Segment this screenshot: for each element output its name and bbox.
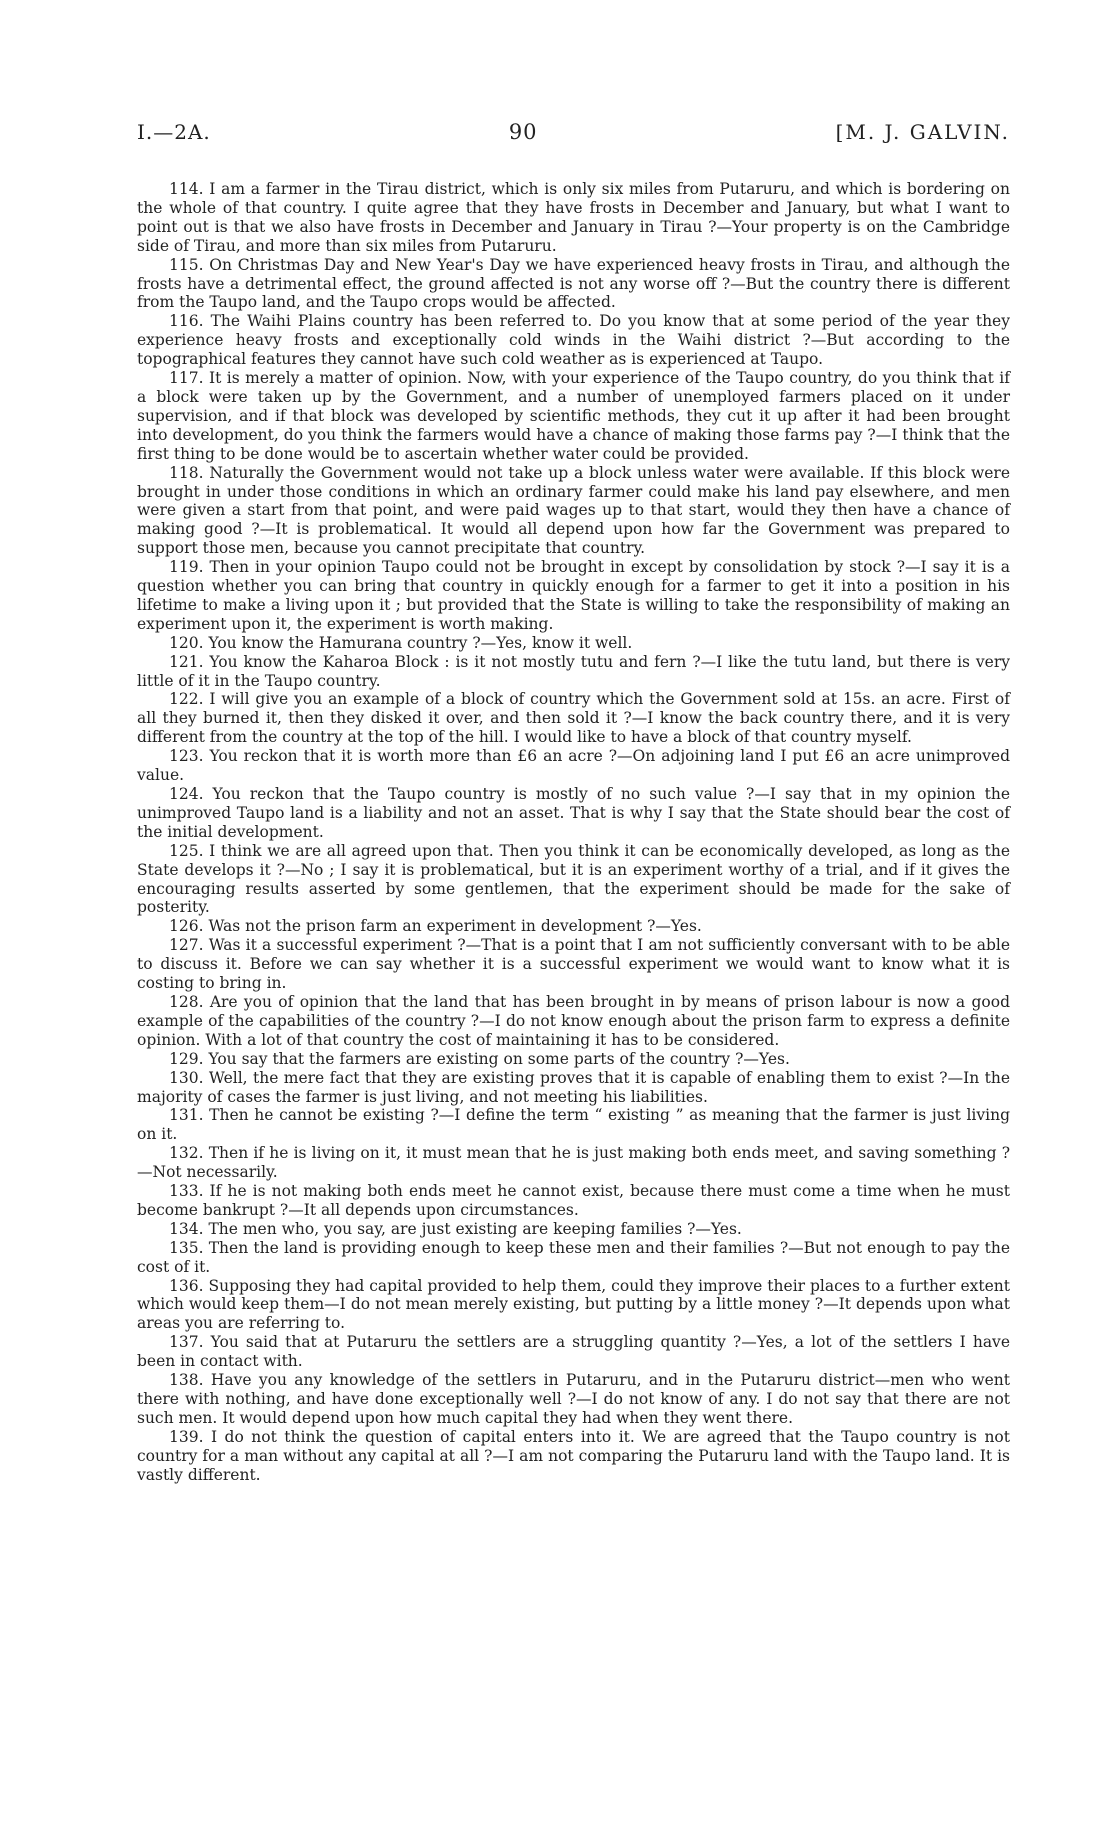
paragraph-121: 121. You know the Kaharoa Block : is it not mostly tutu and fern ?—I like the tutu land, but there is very little of it in the Taupo country. — [137, 652, 1010, 690]
paragraph-124: 124. You reckon that the Taupo country is mostly of no such value ?—I say that in my opinion the unimproved Taupo land is a liability and not an asset. That is why I say that the State should bear the cost of the initial development. — [137, 785, 1010, 841]
evidence-text — [137, 180, 1010, 1485]
paragraph-122: 122. I will give you an example of a block of country which the Government sold at 15s. an acre. First of all they burned it, then they disked it over, and then sold it ?—I know the back country there, and it is very different from the country at the top of the hill. I would like to have a block of that country myself. — [137, 690, 1010, 747]
paragraph-134: 134. The men who, you say, are just existing are keeping families ?—Yes. — [169, 1219, 742, 1238]
document-page — [137, 120, 1010, 1485]
paragraph-116: 116. The Waihi Plains country has been referred to. Do you know that at some period of the year they experience heavy frosts and exceptionally cold winds in the Waihi district ?—But according to the topographical features they cannot have such cold weather as is experienced at Taupo. — [137, 312, 1010, 369]
paragraph-117: 117. It is merely a matter of opinion. Now, with your experience of the Taupo country, do you think that if a block were taken up by the Government, and a number of unemployed farmers placed on it under supervision, and if that block was developed by scientific methods, they cut it up after it had been brought into development, do you think the farmers would have a chance of making those farms pay ?—I think that the first thing to be done would be to ascertain whether water could be provided. — [137, 369, 1010, 463]
paragraph-137: 137. You said that at Putaruru the settlers are a struggling quantity ?—Yes, a lot of the settlers I have been in contact with. — [137, 1333, 1010, 1371]
paragraph-120: 120. You know the Hamurana country ?—Yes, know it well. — [169, 633, 633, 652]
paragraph-126: 126. Was not the prison farm an experiment in development ?—Yes. — [169, 917, 702, 936]
paragraph-128: 128. Are you of opinion that the land that has been brought in by means of prison labour is now a good example of the capabilities of the country ?—I do not know enough about the prison farm to express a definite opinion. With a lot of that country the cost of maintaining it has to be considered. — [137, 992, 1010, 1049]
paragraph-125: 125. I think we are all agreed upon that. Then you think it can be economically developed, as long as the State develops it ?—No ; I say it is problematical, but it is an experiment worthy of a trial, and if it gives the encouraging results asserted by some gentlemen, that the experiment should be made for the sake of posterity. — [137, 841, 1010, 917]
paragraph-119: 119. Then in your opinion Taupo could not be brought in except by consolidation by stock ?—I say it is a question whether you can bring that country in quickly enough for a farmer to get it into a position in his lifetime to make a living upon it ; but provided that the State is willing to take the responsibility of making an experiment upon it, the experiment is worth making. — [137, 558, 1010, 633]
paragraph-115: 115. On Christmas Day and New Year's Day we have experienced heavy frosts in Tirau, and although the frosts have a detrimental effect, the ground affected is not any worse off ?—But the country there is different from the Taupo land, and the Taupo crops would be affected. — [137, 255, 1010, 312]
paragraph-138: 138. Have you any knowledge of the settlers in Putaruru, and in the Putaruru district—men who went there with nothing, and have done exceptionally well ?—I do not know of any. I do not say that there are not such men. It would depend upon how much capital they had when they went there. — [137, 1371, 1010, 1427]
paragraph-133: 133. If he is not making both ends meet he cannot exist, because there must come a time when he must become bankrupt ?—It all depends upon circumstances. — [137, 1182, 1010, 1219]
witness-name: [M. J. GALVIN. — [835, 120, 1010, 144]
page-header — [137, 120, 1010, 144]
paragraph-127: 127. Was it a successful experiment ?—That is a point that I am not sufficiently conversant with to be able to discuss it. Before we can say whether it is a successful experiment we would want to know what it is costing to bring in. — [137, 936, 1010, 993]
paragraph-114: 114. I am a farmer in the Tirau district, which is only six miles from Putaruru, and which is bordering on the whole of that country. I quite agree that they have frosts in December and January, but what I want to point out is that we also have frosts in December and January in Tirau ?—Your property is on the Cambridge side of Tirau, and more than six miles from Putaruru. — [137, 180, 1010, 255]
paragraph-131: 131. Then he cannot be existing ?—I define the term “ existing ” as meaning that the farmer is just living on it. — [137, 1106, 1010, 1144]
paragraph-129: 129. You say that the farmers are existing on some parts of the country ?—Yes. — [169, 1049, 790, 1068]
paragraph-123: 123. You reckon that it is worth more than £6 an acre ?—On adjoining land I put £6 an acre unimproved value. — [137, 747, 1010, 785]
paragraph-130: 130. Well, the mere fact that they are existing proves that it is capable of enabling them to exist ?—In the majority of cases the farmer is just living, and not meeting his liabilities. — [137, 1068, 1010, 1106]
paragraph-132: 132. Then if he is living on it, it must mean that he is just making both ends meet, and saving something ?—Not necessarily. — [137, 1144, 1010, 1182]
paper-reference: I.—2A. — [137, 120, 211, 144]
paragraph-118: 118. Naturally the Government would not take up a block unless water were available. If this block were brought in under those conditions in which an ordinary farmer could make his land pay elsewhere, and men were given a start from that point, and were paid wages up to that start, would they then have a chance of making good ?—It is problematical. It would all depend upon how far the Government was prepared to support those men, because you cannot precipitate that country. — [137, 463, 1010, 558]
paragraph-135: 135. Then the land is providing enough to keep these men and their families ?—But not enough to pay the cost of it. — [137, 1238, 1010, 1276]
page-number: 90 — [508, 120, 538, 144]
paragraph-139: 139. I do not think the question of capital enters into it. We are agreed that the Taupo country is not country for a man without any capital at all ?—I am not comparing the Putaruru land with the Taupo land. It is vastly different. — [137, 1427, 1010, 1484]
paragraph-136: 136. Supposing they had capital provided to help them, could they improve their places to a further extent which would keep them—I do not mean merely existing, but putting by a little money ?—It depends upon what areas you are referring to. — [137, 1276, 1010, 1333]
